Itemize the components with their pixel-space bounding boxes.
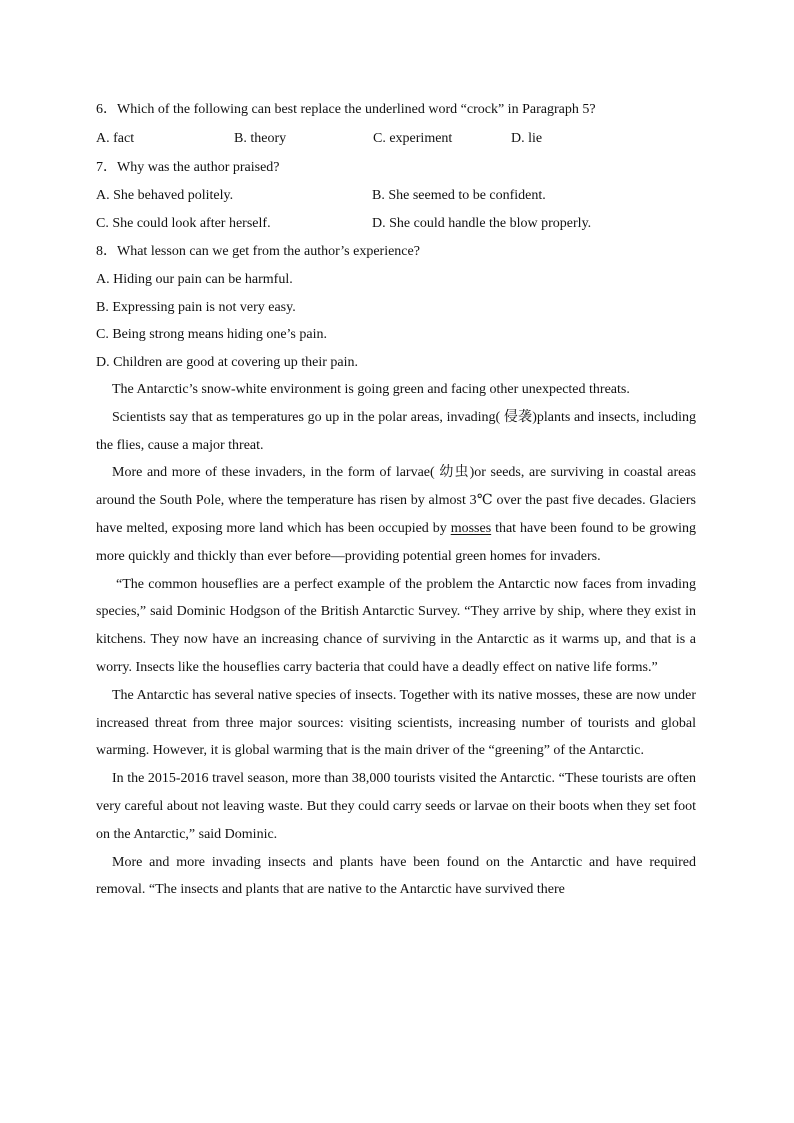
question-6-stem: 6．Which of the following can best replace the underlined word “crock” in Paragraph 5? [96,102,596,117]
passage-paragraph-3-text-b: that have been found to be growing more quickly and thickly than ever before—providing potential green homes for invaders. [96,520,696,564]
question-7-option-a: A. She behaved politely. [96,188,234,203]
underlined-word-mosses: mosses [450,520,492,536]
question-6-option-b: B. theory [234,131,287,146]
question-6-options [96,124,696,153]
question-6-option-a: A. fact [96,131,135,146]
question-7-stem: 7．Why was the author praised? [96,160,280,175]
passage-paragraph-2: Scientists say that as temperatures go up in the polar areas, invading( 侵袭)plants and insects, including the flies, cause a major threat. [96,409,696,453]
question-7-option-c: C. She could look after herself. [96,215,271,231]
passage-paragraph-5: The Antarctic has several native species of insects. Together with its native mosses, these are now under increased threat from three major sources: visiting scientists, increasing number of tourists and global warming. However, it is global warming that is the main driver of the “greening” of the Antarctic. [96,687,696,759]
question-6-option-c: C. experiment [373,131,453,146]
question-8-option-a: A. Hiding our pain can be harmful. [96,272,293,287]
question-7-options-row-1 [96,182,696,210]
passage-paragraph-4: “The common houseflies are a perfect example of the problem the Antarctic now faces from invading species,” said Dominic Hodgson of the British Antarctic Survey. “They arrive by ship, where they exist in kitchens. They now have an increasing chance of surviving in the Antarctic as it warms up, and that is a worry. Insects like the houseflies carry bacteria that could have a deadly effect on native life forms.” [96,576,696,675]
passage-paragraph-1: The Antarctic’s snow-white environment is going green and facing other unexpected threats. [112,382,630,397]
question-8-option-d: D. Children are good at covering up their pain. [96,354,359,370]
exam-content [96,95,696,904]
question-6-option-d: D. lie [511,131,543,146]
passage-paragraph-6: In the 2015-2016 travel season, more than 38,000 tourists visited the Antarctic. “These tourists are often very careful about not leaving waste. But they could carry seeds or larvae on their boots when they set foot on the Antarctic,” said Dominic. [96,771,696,842]
question-8-option-c: C. Being strong means hiding one’s pain. [96,327,327,342]
question-7-option-d: D. She could handle the blow properly. [372,215,592,231]
passage-paragraph-7: More and more invading insects and plants have been found on the Antarctic and have required removal. “The insects and plants that are native to the Antarctic have survived there [96,854,696,898]
passage-paragraph-3-text-a: More and more of these invaders, in the form of larvae( 幼虫)or seeds, are surviving in coastal areas around the South Pole, where the temperature has risen by almost 3℃ over the past five decades. Glaciers have melted, exposing more land which has been occupied by [96,465,696,536]
question-8-stem: 8．What lesson can we get from the author’s experience? [96,244,420,259]
passage-paragraph-3 [96,459,696,570]
question-7-option-b: B. She seemed to be confident. [372,188,546,203]
question-7-options-row-2 [96,210,696,238]
question-8-option-b: B. Expressing pain is not very easy. [96,299,296,315]
